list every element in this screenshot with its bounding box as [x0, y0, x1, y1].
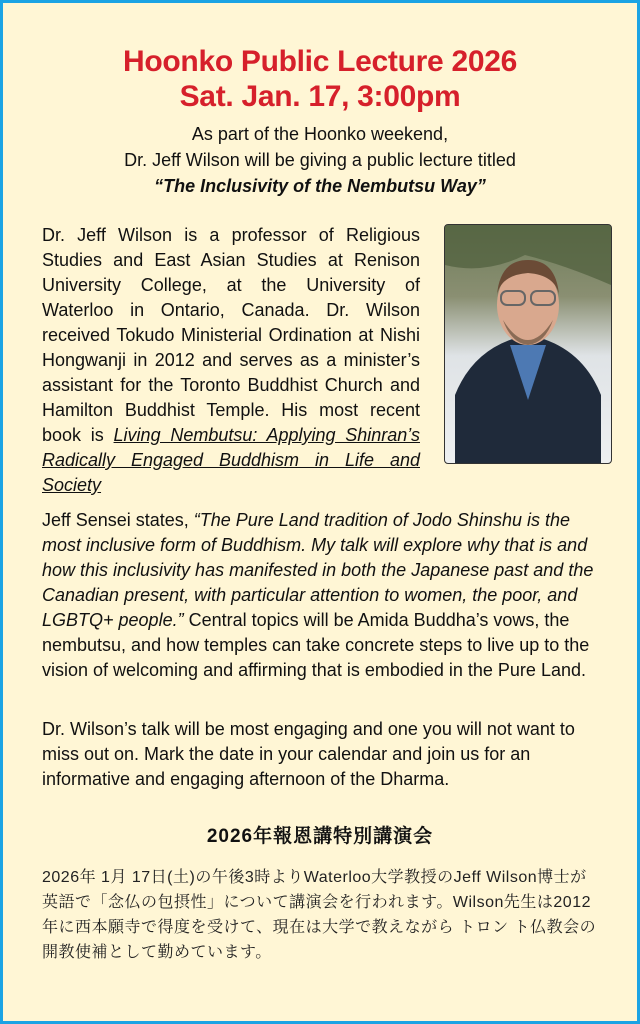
- quote-text: “The Pure Land tradition of Jodo Shinshu is the most inclusive form of Buddhism. My talk will explore why that is and how this inclusivity has manifested in both the Japanese past and the Canadian present, with particular attention to women, the poor, and LGBTQ+ people.”: [42, 510, 594, 630]
- speaker-photo: [444, 224, 612, 464]
- japanese-body: 2026年 1月 17日(土)の午後3時よりWaterloo大学教授のJeff Wilson博士が英語で「念仏の包摂性」について講演会を行われます。Wilson先生は2012 年に西本願寺で得度を受けて、現在は大学で教えながら トロン ト仏教会の開教使補として勤めています。: [42, 869, 597, 961]
- event-title: Hoonko Public Lecture 2026: [123, 45, 517, 78]
- intro-line-1: As part of the Hoonko weekend,: [191, 124, 449, 144]
- intro: [3, 121, 637, 199]
- event-date: Sat. Jan. 17, 3:00pm: [179, 80, 461, 113]
- bio-text: Dr. Jeff Wilson is a professor of Religious Studies and East Asian Studies at Renison University College, at the University of Waterloo in Ontario, Canada. Dr. Wilson received Tokudo Ministerial Ordination at Nishi Hongwanji in 2012 and serves as a minister’s assistant for the Toronto Buddhist Church and Hamilton Buddhist Temple. His most recent book is: [42, 225, 420, 445]
- quote-tail: Central topics will be Amida Buddha’s vows, the nembutsu, and how temples can take concrete steps to live up to the vision of welcoming and affirming that is embodied in the Pure Land.: [42, 610, 590, 680]
- lecture-title: “The Inclusivity of the Nembutsu Way”: [154, 176, 486, 196]
- japanese-title: 2026年報恩講特別講演会: [206, 826, 434, 847]
- intro-line-2: Dr. Jeff Wilson will be giving a public lecture titled: [124, 150, 516, 170]
- speaker-bio: [42, 223, 420, 498]
- book-link[interactable]: Living Nembutsu: Applying Shinran’s Radically Engaged Buddhism in Life and Society: [42, 425, 420, 495]
- quote-lead: Jeff Sensei states,: [42, 510, 194, 530]
- quote-paragraph: [42, 508, 602, 683]
- closing-paragraph: Dr. Wilson’s talk will be most engaging and one you will not want to miss out on. Mark the date in your calendar and join us for an informative and engaging afternoon of the Dharma.: [42, 719, 575, 789]
